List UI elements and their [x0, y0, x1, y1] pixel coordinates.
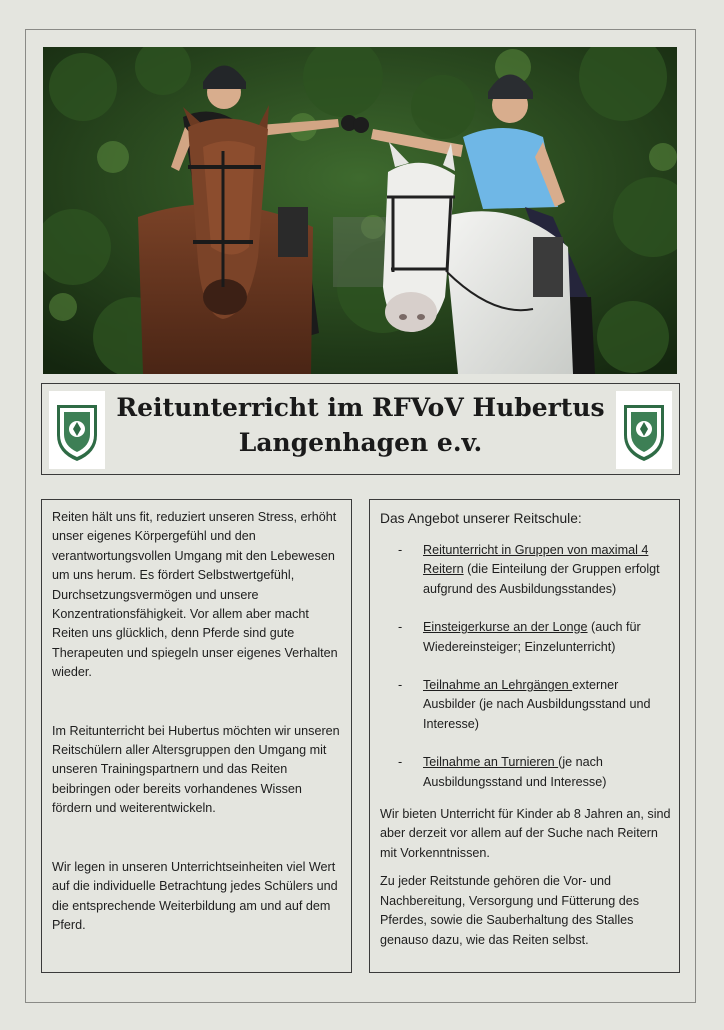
offer-column	[369, 499, 680, 973]
list-dash: -	[398, 678, 403, 693]
offer-paragraph-care: Zu jeder Reitstunde gehören die Vor- und Nachbereitung, Versorgung und Fütterung des Pferdes, sowie die Sauberhaltung des Stalles genauso dazu, wie das Reiten selbst.	[380, 874, 640, 947]
offer-detail: (je nach Ausbildungsstand und Interesse)	[423, 755, 607, 789]
club-logo-right	[616, 391, 672, 469]
offer-link-group-lessons[interactable]: Reitunterricht in Gruppen von maximal 4 Reitern	[423, 543, 649, 577]
offer-detail: (die Einteilung der Gruppen erfolgt aufgrund des Ausbildungsstandes)	[423, 562, 660, 596]
club-logo-left	[49, 391, 105, 469]
title-box	[41, 383, 680, 475]
list-dash: -	[398, 620, 403, 635]
offer-heading: Das Angebot unserer Reitschule:	[380, 511, 582, 526]
offer-link-courses[interactable]: Teilnahme an Lehrgängen	[423, 678, 573, 693]
offer-detail: externer Ausbilder (je nach Ausbildungsstand und Interesse)	[423, 678, 651, 731]
intro-paragraph-3: Wir legen in unseren Unterrichtseinheiten viel Wert auf die individuelle Betrachtung jedes Schülers und die entsprechende Weiterbildung am und auf dem Pferd.	[52, 859, 338, 932]
offer-item-courses	[380, 676, 671, 734]
list-dash: -	[398, 543, 403, 557]
intro-column	[41, 499, 352, 973]
offer-link-beginners[interactable]: Einsteigerkurse an der Longe	[423, 620, 588, 635]
offer-detail: (auch für Wiedereinsteiger; Einzelunterricht)	[423, 620, 641, 654]
offer-item-beginners	[380, 618, 671, 657]
intro-paragraph-1: Reiten hält uns fit, reduziert unseren Stress, erhöht unser eigenes Körpergefühl und den verantwortungsvollen Umgang mit den Lebewesen um uns herum. Es fördert Selbstwertgefühl, Durchsetzungsvermögen und unsere Konzentrationsfähigkeit. Vor allem aber macht Reiten uns glücklich, denn Pferde sind gute Therapeuten und spiegeln unser eigenes Verhalten wieder.	[52, 510, 338, 680]
header-photo	[43, 47, 677, 374]
offer-paragraph-age: Wir bieten Unterricht für Kinder ab 8 Jahren an, sind aber derzeit vor allem auf der Suche nach Reitern mit Vorkenntnissen.	[380, 807, 671, 860]
intro-paragraph-2: Im Reitunterricht bei Hubertus möchten wir unseren Reitschülern aller Altersgruppen den Umgang mit unseren Trainingspartnern und das Reiten beibringen oder bereits vorhandenes Wissen fördern und weiterentwickeln.	[52, 723, 340, 816]
offer-link-tournaments[interactable]: Teilnahme an Turnieren	[423, 755, 559, 770]
title-line-1: Reitunterricht im RFVoV Hubertus	[116, 393, 605, 422]
list-dash: -	[398, 755, 403, 770]
offer-item-tournaments	[380, 753, 671, 792]
offer-item-group-lessons	[380, 541, 671, 599]
title-line-2: Langenhagen e.v.	[238, 428, 483, 457]
offer-list	[380, 541, 671, 792]
page-title	[112, 390, 609, 460]
